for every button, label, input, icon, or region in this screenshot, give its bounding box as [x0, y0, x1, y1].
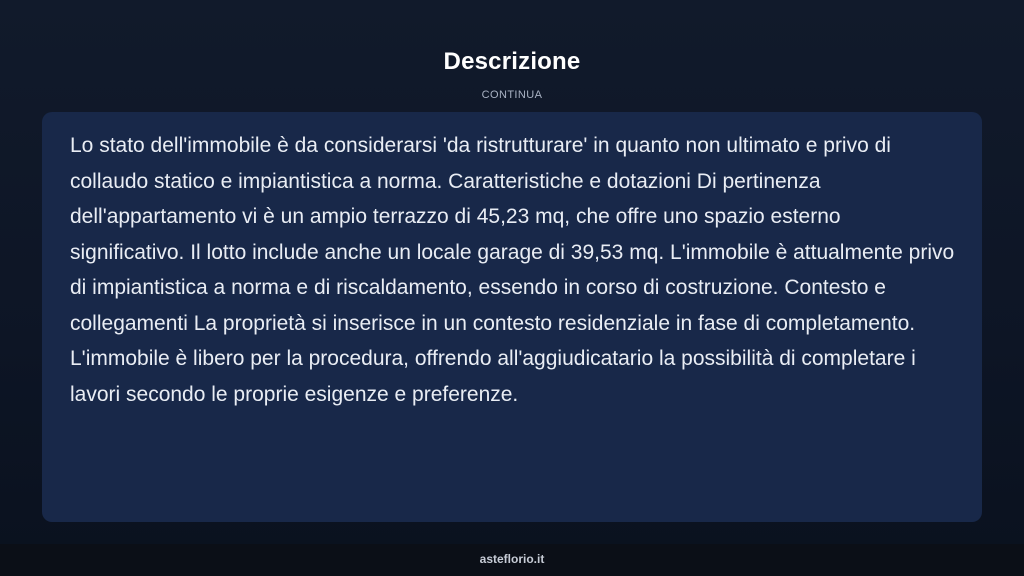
- description-card: [42, 112, 982, 522]
- continue-label: CONTINUA: [481, 89, 543, 101]
- description-text: Lo stato dell'immobile è da considerarsi 'da ristrutturare' in quanto non ultimato e privo di collaudo statico e impiantistica a norma. Caratteristiche e dotazioni Di pertinenza dell'appartamento vi è un ampio terrazzo di 45,23 mq, che offre uno spazio esterno significativo. Il lotto include anche un locale garage di 39,53 mq. L'immobile è attualmente privo di impiantistica a norma e di riscaldamento, essendo in corso di costruzione. Contesto e collegamenti La proprietà si inserisce in un contesto residenziale in fase di completamento. L'immobile è libero per la procedura, offrendo all'aggiudicatario la possibilità di completare i lavori secondo le proprie esigenze e preferenze.: [70, 134, 955, 406]
- footer-bar: [0, 544, 1024, 576]
- page-title: Descrizione: [443, 48, 581, 75]
- site-name: asteflorio.it: [479, 552, 545, 566]
